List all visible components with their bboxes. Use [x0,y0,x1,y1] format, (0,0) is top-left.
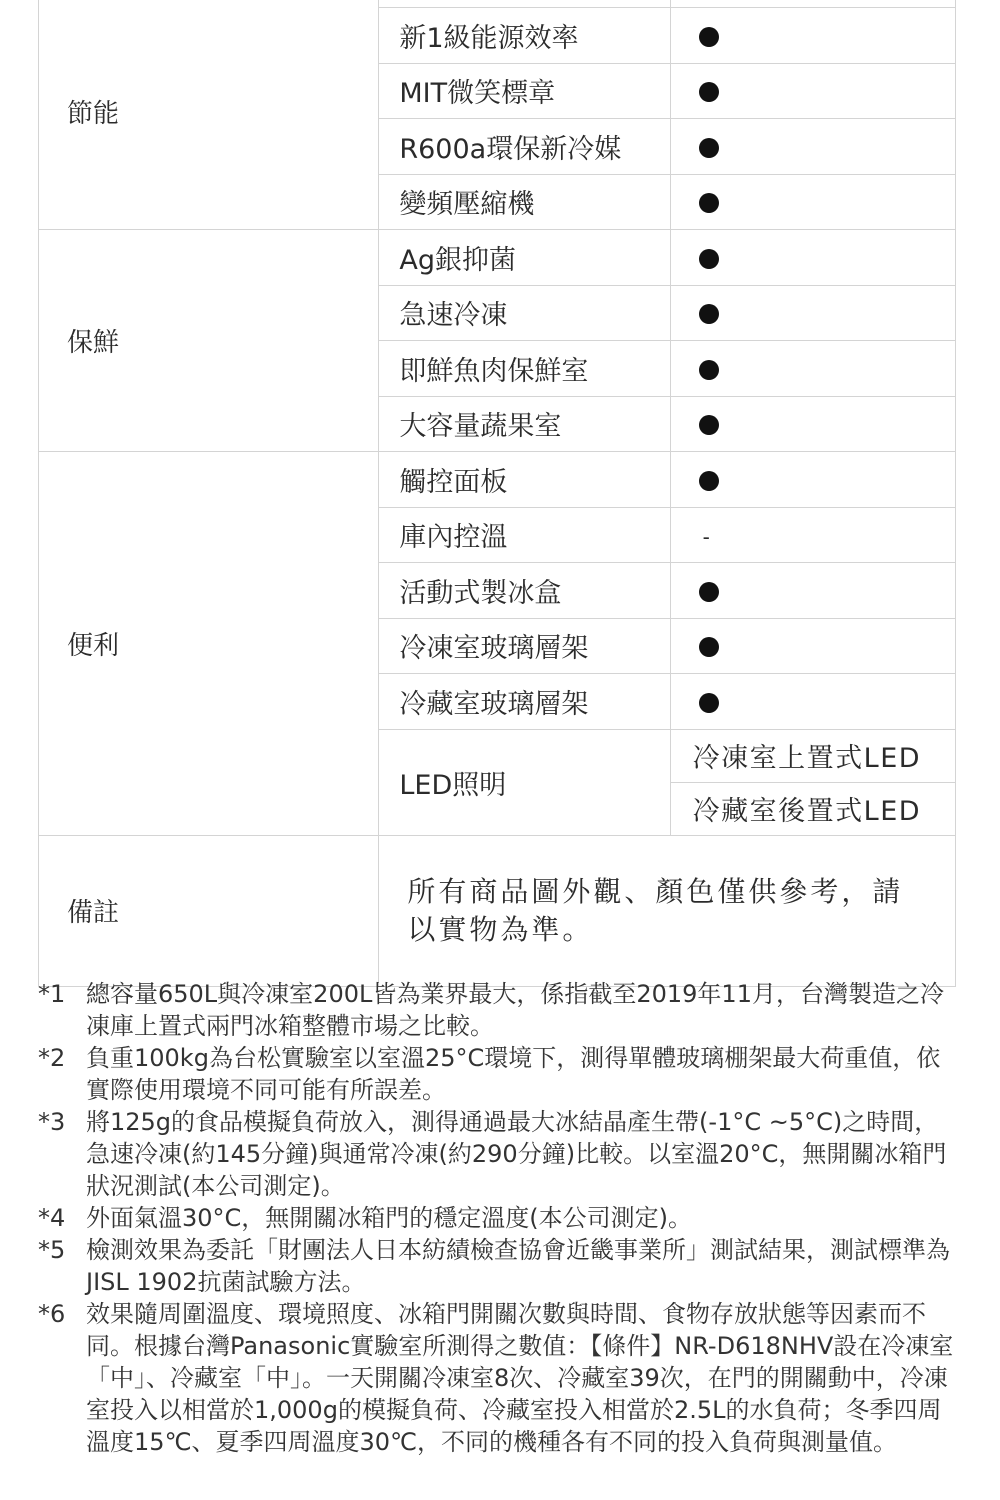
mark-cell [670,452,955,508]
footnote-item [38,1106,958,1202]
filled-circle-icon [699,471,719,491]
feature-cell: Ag銀抑菌 [379,230,670,286]
category-cell: 便利 [39,452,379,836]
feature-cell: 活動式製冰盒 [379,563,670,619]
feature-cell: 庫內控溫 [379,507,670,563]
mark-cell [670,674,955,730]
footnote-number: *2 [38,1044,66,1072]
footnote-number: *5 [38,1236,66,1264]
footnote-number: *4 [38,1204,66,1232]
filled-circle-icon [699,693,719,713]
dash-mark: - [702,525,710,550]
mark-cell [670,8,955,64]
filled-circle-icon [699,415,719,435]
feature-cell: 冷凍室玻璃層架 [379,618,670,674]
footnote-text: 將125g的食品模擬負荷放入，測得通過最大冰結晶產生帶(-1°C ~5°C)之時間，急速冷凍(約145分鐘)與通常冷凍(約290分鐘)比較。以室溫20°C，無開關冰箱門狀況測試(本公司測定)。 [86,1108,947,1200]
feature-cell: 變頻壓縮機 [379,174,670,230]
mark-cell [670,285,955,341]
footnote-text: 效果隨周圍溫度、環境照度、冰箱門開關次數與時間、食物存放狀態等因素而不同。根據台灣Panasonic實驗室所測得之數值：【條件】NR-D618NHV設在冷凍室「中」、冷藏室「中」。一天開關冷凍室8次、冷藏室39次，在門的開關動中，冷凍室投入以相當於1,000g的模擬負荷、冷藏室投入相當於2.5L的水負荷；冬季四周溫度15℃、夏季四周溫度30℃，不同的機種各有不同的投入負荷與測量值。 [86,1300,954,1456]
table-row [39,452,956,508]
mark-cell [670,563,955,619]
mark-cell [670,507,955,563]
footnote-item [38,1298,958,1458]
spec-table [38,0,956,987]
feature-cell: R600a環保新冷媒 [379,119,670,175]
footnote-text: 總容量650L與冷凍室200L皆為業界最大，係指截至2019年11月，台灣製造之冷凍庫上置式兩門冰箱整體市場之比較。 [86,980,944,1040]
footnote-text: 檢測效果為委託「財團法人日本紡績檢查協會近畿事業所」測試結果，測試標準為JISL 1902抗菌試驗方法。 [86,1236,950,1296]
mark-cell [670,618,955,674]
remark-label: 備註 [39,835,379,986]
footnote-text: 外面氣溫30°C，無開關冰箱門的穩定溫度(本公司測定)。 [86,1204,693,1232]
filled-circle-icon [699,637,719,657]
filled-circle-icon [699,27,719,47]
mark-cell [670,174,955,230]
table-row [39,230,956,286]
filled-circle-icon [699,193,719,213]
category-cell: 節能 [39,0,379,230]
mark-cell [670,63,955,119]
feature-cell: LED照明 [379,729,670,835]
feature-cell: MIT微笑標章 [379,63,670,119]
footnote-text: 負重100kg為台松實驗室以室溫25°C環境下，測得單體玻璃棚架最大荷重值，依實際使用環境不同可能有所誤差。 [86,1044,941,1104]
footnote-item [38,1202,958,1234]
footnote-number: *3 [38,1108,66,1136]
mark-cell [670,396,955,452]
footnotes [38,978,958,1458]
filled-circle-icon [699,360,719,380]
footnote-item [38,1234,958,1298]
led-variant-cell: 冷藏室後置式LED [670,782,955,835]
mark-cell [670,119,955,175]
led-variant-cell: 冷凍室上置式LED [670,729,955,782]
filled-circle-icon [699,138,719,158]
feature-cell: 急速冷凍 [379,285,670,341]
spec-table-body [39,0,956,986]
feature-cell: 冷藏室玻璃層架 [379,674,670,730]
remark-row [39,835,956,986]
feature-cell: 大容量蔬果室 [379,396,670,452]
filled-circle-icon [699,249,719,269]
mark-cell [670,0,955,8]
feature-cell: 即鮮魚肉保鮮室 [379,341,670,397]
footnote-item [38,1042,958,1106]
filled-circle-icon [699,304,719,324]
footnote-number: *1 [38,980,66,1008]
footnote-number: *6 [38,1300,66,1328]
feature-cell: 觸控面板 [379,452,670,508]
category-cell: 保鮮 [39,230,379,452]
remark-text: 所有商品圖外觀、顏色僅供參考，請以實物為準。 [379,835,956,986]
footnote-item [38,978,958,1042]
mark-cell [670,341,955,397]
filled-circle-icon [699,582,719,602]
feature-cell [379,0,670,8]
table-row [39,0,956,8]
filled-circle-icon [699,82,719,102]
mark-cell [670,230,955,286]
feature-cell: 新1級能源效率 [379,8,670,64]
